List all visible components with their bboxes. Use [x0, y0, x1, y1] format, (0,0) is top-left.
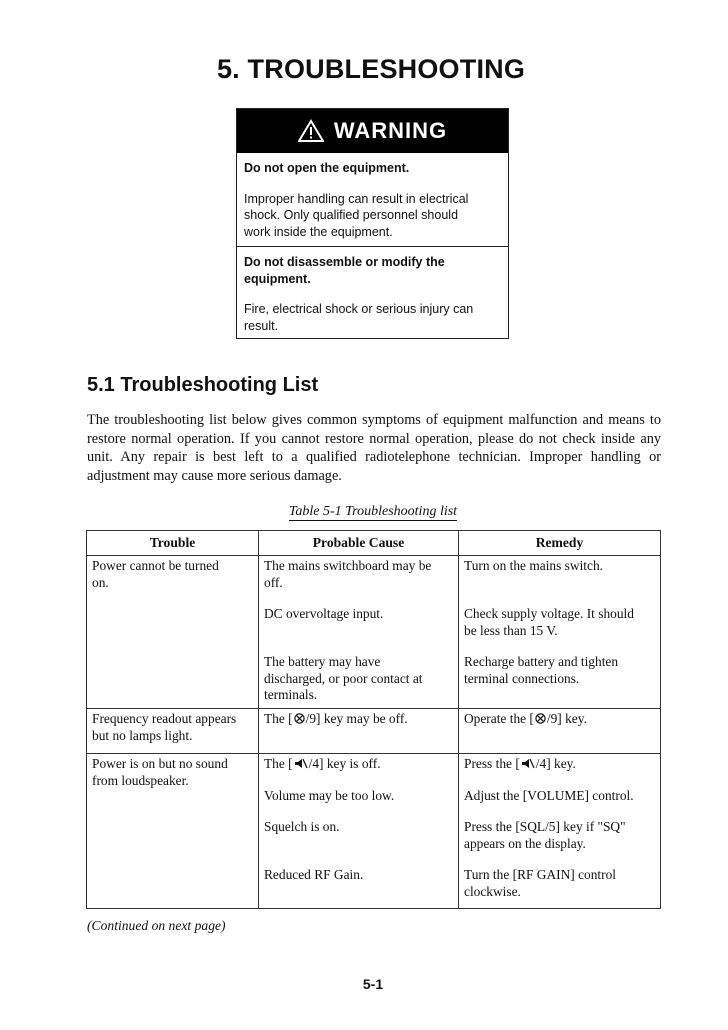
cause-cell [259, 709, 459, 754]
remedy-text-pre: Press the [ [464, 756, 520, 771]
cause-text-pre: The [ [264, 756, 293, 771]
column-header-cause: Probable Cause [259, 531, 459, 556]
warning-section-1 [237, 153, 508, 246]
cause-line: off. [264, 574, 283, 590]
remedy-item [464, 558, 656, 591]
remedy-line: Turn the [RF GAIN] control [464, 867, 617, 882]
warning-heading: Do not disassemble or modify the [244, 255, 445, 269]
cause-item [264, 819, 454, 852]
trouble-line: on. [92, 574, 109, 590]
trouble-line: Frequency readout appears [92, 711, 237, 726]
cause-line: The battery may have [264, 654, 381, 669]
remedy-line: clockwise. [464, 883, 521, 899]
page-number: 5-1 [362, 976, 384, 992]
table-caption [0, 504, 728, 520]
warning-heading: equipment. [244, 271, 311, 286]
trouble-cell [87, 556, 259, 709]
remedy-line: Recharge battery and tighten [464, 654, 619, 669]
remedy-line: Adjust the [VOLUME] control. [464, 787, 634, 803]
cause-line: discharged, or poor contact at [264, 670, 423, 686]
warning-title: WARNING [333, 118, 448, 143]
cause-item [264, 558, 454, 591]
warning-body-line: Fire, electrical shock or serious injury can [244, 302, 474, 316]
cause-text-pre: The [ [264, 711, 293, 726]
table-caption-text: Table 5-1 Troubleshooting list [288, 504, 458, 519]
remedy-text-post: /9] key. [546, 711, 587, 726]
chapter-title: 5. TROUBLESHOOTING [216, 54, 526, 84]
speaker-key-icon [521, 758, 535, 769]
section-heading: 5.1 Troubleshooting List [87, 374, 319, 396]
remedy-item [464, 756, 656, 773]
table-row [87, 754, 661, 909]
warning-body-line: work inside the equipment. [244, 224, 393, 239]
remedy-item [464, 654, 656, 687]
remedy-cell [459, 556, 661, 709]
power-key-icon [294, 713, 305, 724]
cause-item [264, 756, 454, 773]
remedy-line: Check supply voltage. It should [464, 606, 634, 621]
remedy-cell [459, 709, 661, 754]
warning-body-line: result. [244, 318, 279, 333]
cause-line: Squelch is on. [264, 819, 340, 834]
remedy-cell [459, 754, 661, 909]
cause-line: terminals. [264, 687, 318, 702]
cause-item [264, 867, 454, 884]
warning-heading: Do not open the equipment. [244, 161, 410, 175]
warning-box [236, 108, 509, 339]
continued-note: (Continued on next page) [87, 918, 226, 933]
column-header-trouble: Trouble [87, 531, 259, 556]
troubleshooting-table [86, 530, 661, 909]
remedy-line: terminal connections. [464, 670, 580, 686]
remedy-text-pre: Operate the [ [464, 711, 534, 726]
remedy-item [464, 788, 656, 805]
table-header-row [87, 531, 661, 556]
cause-item [264, 654, 454, 704]
cause-line: Volume may be too low. [264, 787, 395, 803]
trouble-line: but no lamps light. [92, 727, 193, 743]
cause-line: Reduced RF Gain. [264, 867, 364, 882]
column-header-remedy: Remedy [459, 531, 661, 556]
remedy-line: Turn on the mains switch. [464, 558, 603, 573]
intro-paragraph: The troubleshooting list below gives common symptoms of equipment malfunction and means to restore normal operation. If you cannot restore normal operation, please do not check inside any unit. Any repair is best left to a qualified radiotelephone technician. Improper handling or adjustment may cause more serious damage. [87, 412, 661, 485]
trouble-cell [87, 709, 259, 754]
cause-cell [259, 754, 459, 909]
trouble-cell [87, 754, 259, 909]
warning-section-2 [237, 247, 508, 334]
remedy-item [464, 819, 656, 852]
remedy-text-post: /4] key. [535, 756, 576, 771]
speaker-key-icon [294, 758, 308, 769]
power-key-icon [535, 713, 546, 724]
cause-line: The mains switchboard may be [264, 558, 432, 573]
cause-line: DC overvoltage input. [264, 606, 384, 621]
warning-body-line: Improper handling can result in electrical [244, 191, 469, 206]
remedy-line: be less than 15 V. [464, 622, 558, 638]
remedy-item [464, 867, 656, 900]
cause-item [264, 788, 454, 805]
trouble-line: Power is on but no sound [92, 756, 228, 771]
cause-cell [259, 556, 459, 709]
remedy-line: appears on the display. [464, 835, 586, 851]
cause-text-post: /4] key is off. [308, 756, 381, 771]
table-row [87, 556, 661, 709]
warning-header [237, 109, 508, 153]
table-row [87, 709, 661, 754]
remedy-line: Press the [SQL/5] key if "SQ" [464, 819, 626, 834]
trouble-line: Power cannot be turned [92, 558, 219, 573]
remedy-item [464, 606, 656, 639]
trouble-line: from loudspeaker. [92, 772, 189, 788]
warning-body-line: shock. Only qualified personnel should [244, 208, 459, 222]
warning-triangle-icon [298, 119, 324, 143]
cause-text-post: /9] key may be off. [305, 711, 408, 726]
cause-item [264, 606, 454, 639]
